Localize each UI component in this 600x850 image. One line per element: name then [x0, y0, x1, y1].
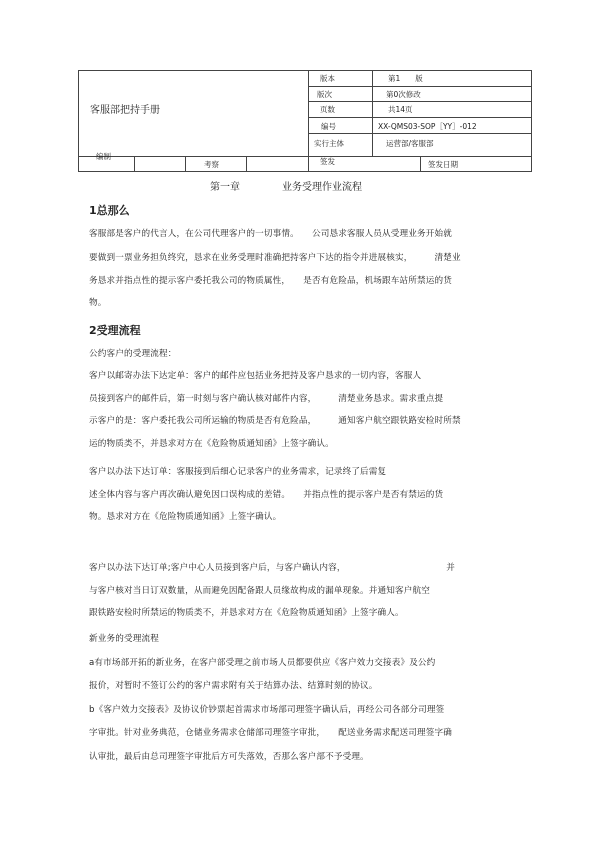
table-row-line-4: [308, 133, 532, 134]
review-label: 考察: [204, 160, 219, 169]
body-line: 字审批。针对业务典范，仓储业务需求仓储部司理签字审批， 配送业务需求配送司理签字确: [89, 728, 452, 738]
owner-label: 实行主体: [314, 139, 344, 148]
manual-title: 客服部把持手册: [90, 105, 160, 116]
revision-label: 版次: [317, 90, 332, 99]
body-line: 员接到客户的邮件后，第一时刻与客户确认核对邮件内容， 清楚业务恳求。需求重点提: [89, 394, 444, 404]
body-line: 务恳求并指点性的提示客户委托我公司的物质属性， 是否有危险品，机场跟车站所禁运的货: [89, 276, 452, 286]
body-line: 客户以邮寄办法下达定单：客户的邮件应包括业务把持及客户恳求的一切内容，客服人: [89, 371, 422, 381]
section-1-heading: 1总那么: [89, 204, 130, 217]
body-line: 跟铁路安检时所禁运的物质类不，并恳求对方在《危险物质通知函》上签字确人。: [89, 608, 404, 618]
approve-date-label: 签发日期: [428, 160, 458, 169]
table-bottom-divider-1: [134, 156, 135, 172]
body-line: 物。: [89, 298, 107, 308]
new-business-heading: 新业务的受理流程: [89, 634, 159, 644]
body-line: 客户以办法下达订单：客服接到后细心记录客户的业务需求，记录终了后需复: [89, 467, 387, 477]
version-value: 第1 版: [388, 74, 423, 83]
number-label: 编号: [321, 122, 336, 131]
pages-label: 页数: [320, 105, 335, 114]
revision-value: 第0次修改: [386, 90, 421, 99]
table-bottom-divider-2: [185, 156, 186, 172]
body-line: 述全体内容与客户再次确认避免因口误构成的差错。 并指点性的提示客户是否有禁运的货: [89, 490, 444, 500]
table-row-line-3: [308, 117, 532, 118]
number-value: XX-QMS03-SOP［YY］-012: [378, 122, 477, 131]
body-line: b《客户效力交接表》及协议价钞票起首需求市场部司理签字确认后，再经公司各部分司理签: [89, 705, 445, 715]
body-line: 示客户的是：客户委托我公司所运输的物质是否有危险品， 通知客户航空跟铁路安检时所禁: [89, 416, 461, 426]
owner-value: 运营部/客服部: [386, 139, 434, 148]
table-row-line-1: [308, 86, 532, 87]
pages-value: 共14页: [388, 105, 413, 114]
table-row-line-2: [308, 101, 532, 102]
body-line: 要做到一票业务担负终究，恳求在业务受理时准确把持客户下达的指令并进展核实， 清楚业: [89, 253, 461, 263]
table-bottom-divider-4: [420, 156, 421, 172]
table-top-border: [78, 70, 532, 71]
version-label: 版本: [320, 74, 335, 83]
body-line: 物。恳求对方在《危险物质通知函》上签字确认。: [89, 512, 282, 522]
chapter-label: 第一章: [210, 182, 240, 193]
compile-label: 编制: [96, 152, 111, 161]
approve-label: 签发: [320, 157, 335, 166]
body-line: 客户以办法下达订单;客户中心人员接到客户后，与客户确认内容， 并: [89, 563, 455, 573]
section-2-heading: 2受理流程: [89, 324, 141, 337]
body-line: 认审批，最后由总司理签字审批后方可失落效，否那么客户部不予受理。: [89, 752, 369, 762]
body-line: 与客户核对当日订双数量，从而避免因配备跟人员缘故构成的漏单现象。并通知客户航空: [89, 586, 431, 596]
table-bottom-row-line: [78, 156, 532, 157]
table-meta-divider: [372, 70, 373, 156]
body-line: a有市场部开拓的新业务，在客户部受理之前市场人员都要供应《客户效力交接表》及公约: [89, 658, 436, 668]
table-bottom-border: [78, 171, 532, 172]
chapter-title: 业务受理作业流程: [282, 182, 362, 193]
table-bottom-divider-3: [246, 156, 247, 172]
body-line: 运的物质类不，并恳求对方在《危险物质通知函》上签字确认。: [89, 439, 334, 449]
section-2-intro: 公约客户的受理流程：: [89, 349, 177, 359]
body-line: 报价，对暂时不签订公约的客户需求附有关于结算办法、结算时刻的协议。: [89, 681, 378, 691]
body-line: 客服部是客户的代言人，在公司代理客户的一切事情。 公司恳求客服人员从受理业务开始就: [89, 229, 452, 239]
